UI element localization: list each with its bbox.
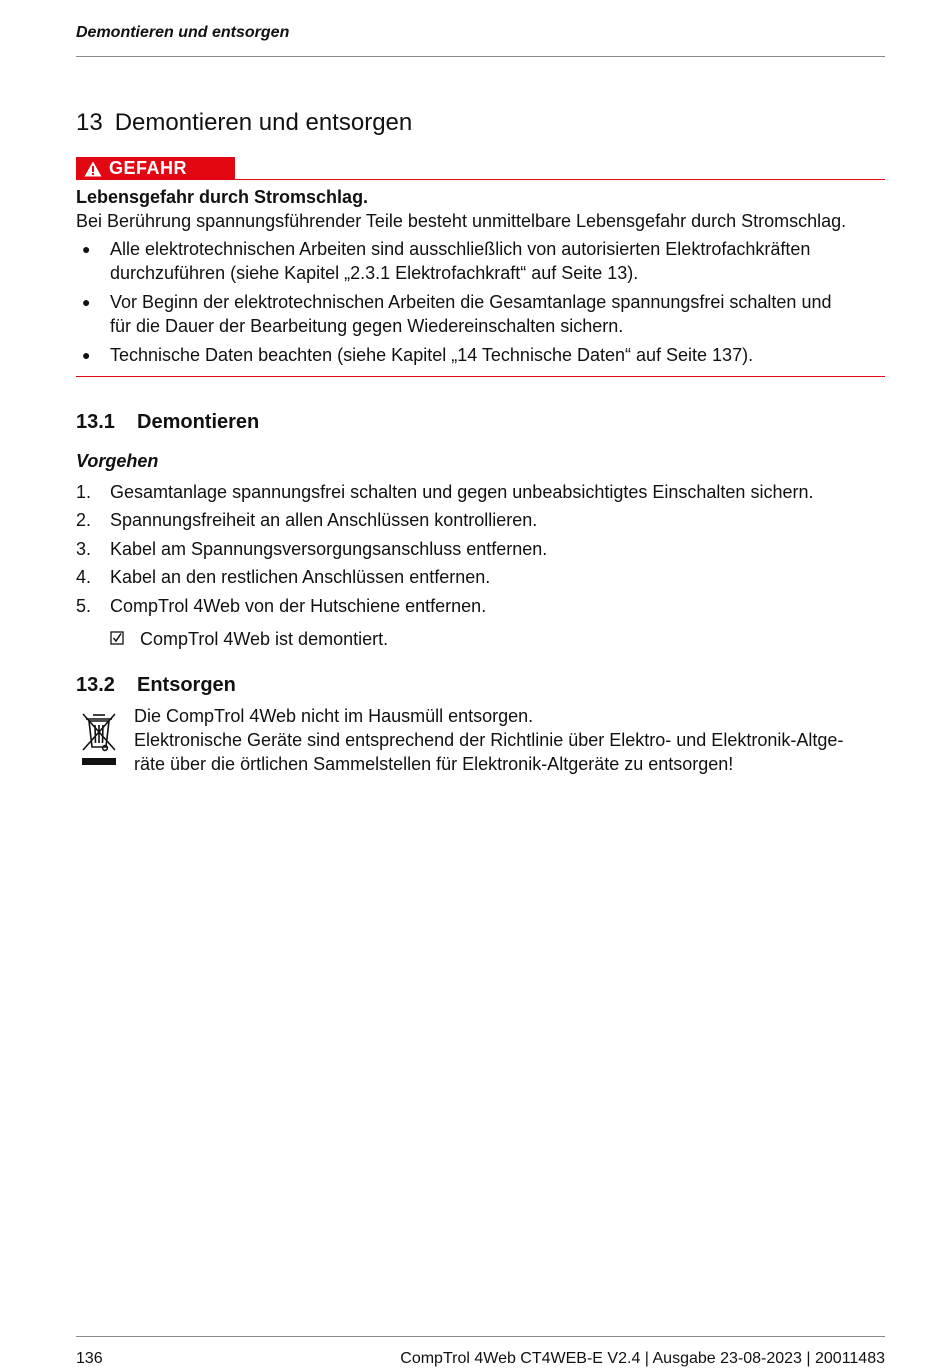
checkbox-checked-icon [110, 627, 124, 641]
section-title: Entsorgen [137, 674, 236, 696]
step-text: Kabel am Spannungsversorgungsanschluss entfernen. [110, 539, 548, 559]
warning-triangle-icon [84, 161, 102, 177]
section-title: Demontieren [137, 411, 260, 433]
chapter-title: Demontieren und entsorgen [114, 109, 413, 136]
danger-bullet-text [110, 290, 831, 338]
danger-bullet-line: durchzuführen (siehe Kapitel „2.3.1 Elektrofachkraft“ auf Seite 13). [110, 263, 639, 283]
chapter-heading [76, 109, 412, 137]
header-divider [76, 56, 885, 57]
footer-divider [76, 1336, 885, 1337]
step-number: 2. [76, 510, 92, 530]
procedure-step [76, 508, 885, 532]
step-text: Spannungsfreiheit an allen Anschlüssen kontrollieren. [110, 510, 538, 530]
danger-bullet-line: Technische Daten beachten (siehe Kapitel „14 Technische Daten“ auf Seite 137). [110, 345, 754, 365]
disposal-line: räte über die örtlichen Sammelstellen für Elektronik-Altgeräte zu entsorgen! [134, 754, 734, 774]
section-heading-entsorgen [76, 674, 236, 697]
bullet-icon: ● [82, 294, 91, 310]
danger-bullet-text [110, 237, 810, 285]
danger-label: GEFAHR [109, 158, 188, 178]
chapter-number: 13 [76, 109, 103, 136]
danger-bullet-line: Alle elektrotechnischen Arbeiten sind ausschließlich von autorisierten Elektrofachkräften [110, 239, 811, 259]
result-text: CompTrol 4Web ist demontiert. [140, 629, 389, 649]
danger-bullet-line: für die Dauer der Bearbeitung gegen Wiedereinschalten sichern. [110, 316, 624, 336]
step-number: 1. [76, 482, 92, 502]
weee-crossed-bin-icon [81, 710, 117, 768]
danger-label-band [76, 157, 235, 180]
section-number: 13.2 [76, 674, 115, 696]
section-heading-demontieren [76, 411, 259, 434]
procedure-result [110, 627, 388, 651]
danger-bullet-item [76, 290, 885, 338]
danger-bullet-line: Vor Beginn der elektrotechnischen Arbeiten die Gesamtanlage spannungsfrei schalten und [110, 292, 832, 312]
procedure-step [76, 594, 885, 618]
danger-description: Bei Berührung spannungsführender Teile besteht unmittelbare Lebensgefahr durch Stromschlag. [76, 211, 847, 231]
procedure-step [76, 537, 885, 561]
disposal-text [134, 704, 843, 776]
disposal-line: Die CompTrol 4Web nicht im Hausmüll entsorgen. [134, 706, 534, 726]
procedure-step [76, 565, 885, 589]
running-header: Demontieren und entsorgen [76, 24, 290, 41]
danger-bullet-item [76, 343, 885, 367]
page-number: 136 [76, 1350, 103, 1367]
step-number: 5. [76, 596, 92, 616]
danger-headline: Lebensgefahr durch Stromschlag. [76, 187, 369, 207]
step-number: 4. [76, 567, 92, 587]
danger-bullet-text [110, 343, 753, 367]
bullet-icon: ● [82, 241, 91, 257]
step-text: Gesamtanlage spannungsfrei schalten und gegen unbeabsichtigtes Einschalten sichern. [110, 482, 814, 502]
section-number: 13.1 [76, 411, 115, 433]
step-number: 3. [76, 539, 92, 559]
disposal-line: Elektronische Geräte sind entsprechend der Richtlinie über Elektro- und Elektronik-Altge- [134, 730, 844, 750]
danger-bottom-rule [76, 376, 885, 377]
step-text: CompTrol 4Web von der Hutschiene entfernen. [110, 596, 487, 616]
danger-top-rule [235, 179, 885, 180]
procedure-label: Vorgehen [76, 451, 159, 471]
procedure-step [76, 480, 885, 504]
bullet-icon: ● [82, 347, 91, 363]
footer-document-info: CompTrol 4Web CT4WEB-E V2.4 | Ausgabe 23-08-2023 | 20011483 [400, 1350, 885, 1367]
danger-bullet-item [76, 237, 885, 285]
step-text: Kabel an den restlichen Anschlüssen entfernen. [110, 567, 491, 587]
